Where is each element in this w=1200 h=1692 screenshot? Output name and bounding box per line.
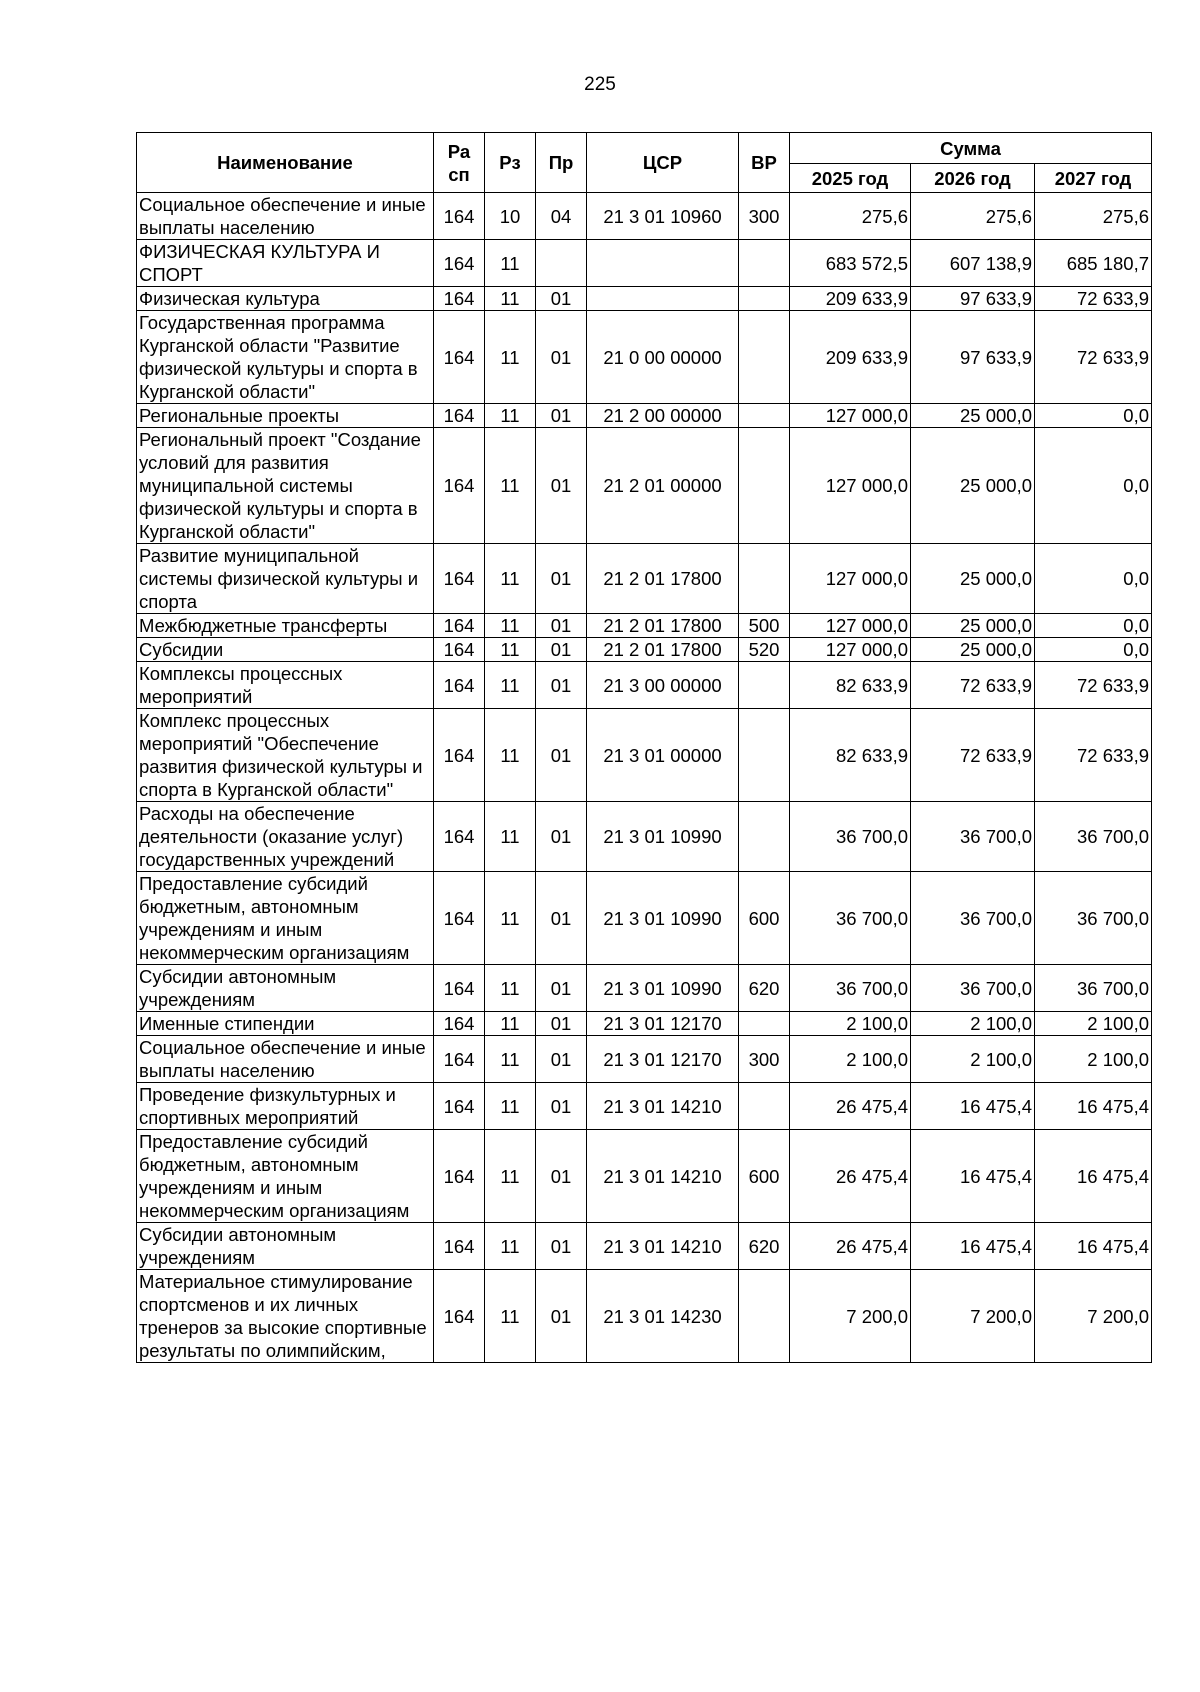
cell-2025: 36 700,0: [790, 965, 911, 1012]
table-body: [137, 193, 1152, 1363]
cell-2026: 72 633,9: [911, 662, 1035, 709]
cell-vr: 300: [739, 193, 790, 240]
table-row: [137, 709, 1152, 802]
cell-2025: 275,6: [790, 193, 911, 240]
header-year-2027: 2027 год: [1035, 164, 1152, 193]
cell-csr: 21 3 01 12170: [587, 1036, 739, 1083]
cell-name: Предоставление субсидий бюджетным, автономным учреждениям и иным некоммерческим организациям: [137, 872, 434, 965]
header-csr: ЦСР: [587, 133, 739, 193]
cell-name: Межбюджетные трансферты: [137, 614, 434, 638]
cell-rz: 11: [485, 614, 536, 638]
cell-pr: 01: [536, 1036, 587, 1083]
cell-vr: [739, 802, 790, 872]
cell-pr: 01: [536, 1083, 587, 1130]
cell-2027: 2 100,0: [1035, 1012, 1152, 1036]
cell-rasp: 164: [434, 1012, 485, 1036]
cell-2027: 2 100,0: [1035, 1036, 1152, 1083]
cell-csr: 21 2 01 17800: [587, 544, 739, 614]
cell-pr: 01: [536, 428, 587, 544]
cell-vr: 520: [739, 638, 790, 662]
cell-pr: 01: [536, 709, 587, 802]
cell-2027: 72 633,9: [1035, 287, 1152, 311]
cell-rz: 11: [485, 1012, 536, 1036]
cell-2026: 36 700,0: [911, 802, 1035, 872]
cell-csr: 21 3 01 14210: [587, 1223, 739, 1270]
cell-2025: 127 000,0: [790, 428, 911, 544]
cell-2025: 82 633,9: [790, 662, 911, 709]
cell-2026: 25 000,0: [911, 614, 1035, 638]
cell-name: Расходы на обеспечение деятельности (оказание услуг) государственных учреждений: [137, 802, 434, 872]
cell-vr: 300: [739, 1036, 790, 1083]
cell-pr: 01: [536, 965, 587, 1012]
header-year-2026: 2026 год: [911, 164, 1035, 193]
cell-name: Региональный проект "Создание условий для развития муниципальной системы физической культуры и спорта в Курганской области": [137, 428, 434, 544]
cell-name: Субсидии: [137, 638, 434, 662]
cell-2026: 7 200,0: [911, 1270, 1035, 1363]
cell-rz: 11: [485, 404, 536, 428]
cell-pr: 01: [536, 404, 587, 428]
cell-csr: 21 2 01 17800: [587, 638, 739, 662]
cell-2026: 2 100,0: [911, 1036, 1035, 1083]
cell-csr: 21 3 00 00000: [587, 662, 739, 709]
cell-2026: 25 000,0: [911, 428, 1035, 544]
cell-rz: 11: [485, 1083, 536, 1130]
cell-name: Государственная программа Курганской области "Развитие физической культуры и спорта в Курганской области": [137, 311, 434, 404]
cell-name: Физическая культура: [137, 287, 434, 311]
cell-csr: 21 3 01 10990: [587, 965, 739, 1012]
cell-2025: 127 000,0: [790, 544, 911, 614]
cell-rz: 11: [485, 544, 536, 614]
cell-csr: 21 3 01 10990: [587, 802, 739, 872]
cell-rasp: 164: [434, 1083, 485, 1130]
cell-pr: 01: [536, 662, 587, 709]
cell-vr: 600: [739, 872, 790, 965]
table-row: [137, 872, 1152, 965]
cell-vr: 500: [739, 614, 790, 638]
cell-2025: 209 633,9: [790, 311, 911, 404]
cell-rz: 11: [485, 428, 536, 544]
cell-2027: 16 475,4: [1035, 1130, 1152, 1223]
table-row: [137, 240, 1152, 287]
cell-pr: 04: [536, 193, 587, 240]
cell-rasp: 164: [434, 193, 485, 240]
cell-rz: 11: [485, 872, 536, 965]
cell-vr: [739, 709, 790, 802]
cell-rasp: 164: [434, 1036, 485, 1083]
cell-rasp: 164: [434, 802, 485, 872]
cell-2026: 25 000,0: [911, 404, 1035, 428]
header-pr: Пр: [536, 133, 587, 193]
table-row: [137, 311, 1152, 404]
cell-2025: 26 475,4: [790, 1083, 911, 1130]
cell-2026: 16 475,4: [911, 1223, 1035, 1270]
cell-2026: 607 138,9: [911, 240, 1035, 287]
cell-pr: 01: [536, 614, 587, 638]
cell-rasp: 164: [434, 1270, 485, 1363]
cell-rasp: 164: [434, 638, 485, 662]
cell-name: Предоставление субсидий бюджетным, автономным учреждениям и иным некоммерческим организациям: [137, 1130, 434, 1223]
cell-csr: 21 2 01 00000: [587, 428, 739, 544]
cell-2027: 0,0: [1035, 544, 1152, 614]
header-vr: ВР: [739, 133, 790, 193]
cell-pr: 01: [536, 802, 587, 872]
cell-csr: 21 3 01 14230: [587, 1270, 739, 1363]
table-row: [137, 1130, 1152, 1223]
cell-pr: 01: [536, 1223, 587, 1270]
cell-vr: 620: [739, 965, 790, 1012]
cell-vr: [739, 544, 790, 614]
cell-2025: 209 633,9: [790, 287, 911, 311]
cell-2027: 7 200,0: [1035, 1270, 1152, 1363]
cell-rz: 11: [485, 240, 536, 287]
cell-vr: [739, 1083, 790, 1130]
cell-rasp: 164: [434, 614, 485, 638]
cell-name: Комплексы процессных мероприятий: [137, 662, 434, 709]
cell-rasp: 164: [434, 404, 485, 428]
table-row: [137, 965, 1152, 1012]
cell-vr: [739, 311, 790, 404]
cell-csr: 21 3 01 00000: [587, 709, 739, 802]
header-name: Наименование: [137, 133, 434, 193]
cell-rz: 11: [485, 638, 536, 662]
cell-vr: [739, 404, 790, 428]
cell-2027: 72 633,9: [1035, 662, 1152, 709]
cell-rz: 11: [485, 709, 536, 802]
cell-vr: 620: [739, 1223, 790, 1270]
cell-rasp: 164: [434, 311, 485, 404]
table-row: [137, 614, 1152, 638]
cell-2027: 36 700,0: [1035, 802, 1152, 872]
cell-rz: 10: [485, 193, 536, 240]
cell-rz: 11: [485, 1130, 536, 1223]
cell-pr: 01: [536, 544, 587, 614]
cell-pr: [536, 240, 587, 287]
cell-2025: 7 200,0: [790, 1270, 911, 1363]
table-row: [137, 287, 1152, 311]
header-sum: Сумма: [790, 133, 1152, 164]
cell-2027: 72 633,9: [1035, 709, 1152, 802]
table-row: [137, 1083, 1152, 1130]
cell-name: Проведение физкультурных и спортивных мероприятий: [137, 1083, 434, 1130]
cell-2025: 2 100,0: [790, 1012, 911, 1036]
cell-2026: 72 633,9: [911, 709, 1035, 802]
cell-2027: 0,0: [1035, 428, 1152, 544]
cell-rz: 11: [485, 1223, 536, 1270]
cell-2026: 36 700,0: [911, 965, 1035, 1012]
cell-2027: 16 475,4: [1035, 1083, 1152, 1130]
cell-2025: 82 633,9: [790, 709, 911, 802]
cell-csr: 21 3 01 14210: [587, 1130, 739, 1223]
cell-csr: 21 2 00 00000: [587, 404, 739, 428]
cell-name: Социальное обеспечение и иные выплаты населению: [137, 1036, 434, 1083]
cell-2026: 25 000,0: [911, 638, 1035, 662]
cell-2026: 2 100,0: [911, 1012, 1035, 1036]
cell-rasp: 164: [434, 1223, 485, 1270]
cell-2027: 16 475,4: [1035, 1223, 1152, 1270]
cell-rz: 11: [485, 1036, 536, 1083]
cell-csr: [587, 287, 739, 311]
cell-rz: 11: [485, 1270, 536, 1363]
cell-csr: 21 2 01 17800: [587, 614, 739, 638]
cell-pr: 01: [536, 872, 587, 965]
cell-pr: 01: [536, 1270, 587, 1363]
cell-rasp: 164: [434, 1130, 485, 1223]
cell-csr: 21 3 01 10990: [587, 872, 739, 965]
cell-2026: 25 000,0: [911, 544, 1035, 614]
table-row: [137, 1223, 1152, 1270]
header-rz: Рз: [485, 133, 536, 193]
table-header: [137, 133, 1152, 193]
cell-2025: 26 475,4: [790, 1223, 911, 1270]
cell-vr: [739, 287, 790, 311]
cell-name: Материальное стимулирование спортсменов и их личных тренеров за высокие спортивные результаты по олимпийским,: [137, 1270, 434, 1363]
cell-csr: 21 0 00 00000: [587, 311, 739, 404]
cell-name: Комплекс процессных мероприятий "Обеспечение развития физической культуры и спорта в Курганской области": [137, 709, 434, 802]
cell-rz: 11: [485, 965, 536, 1012]
table-row: [137, 662, 1152, 709]
cell-2026: 275,6: [911, 193, 1035, 240]
cell-pr: 01: [536, 287, 587, 311]
cell-csr: 21 3 01 10960: [587, 193, 739, 240]
table-row: [137, 802, 1152, 872]
cell-pr: 01: [536, 1130, 587, 1223]
table-row: [137, 428, 1152, 544]
cell-vr: [739, 1012, 790, 1036]
table-row: [137, 1036, 1152, 1083]
cell-rasp: 164: [434, 709, 485, 802]
cell-name: Именные стипендии: [137, 1012, 434, 1036]
table-row: [137, 1012, 1152, 1036]
cell-2026: 97 633,9: [911, 311, 1035, 404]
table-row: [137, 638, 1152, 662]
cell-rz: 11: [485, 662, 536, 709]
cell-csr: 21 3 01 12170: [587, 1012, 739, 1036]
cell-2025: 26 475,4: [790, 1130, 911, 1223]
cell-2025: 2 100,0: [790, 1036, 911, 1083]
cell-rasp: 164: [434, 872, 485, 965]
cell-pr: 01: [536, 1012, 587, 1036]
cell-rz: 11: [485, 311, 536, 404]
cell-name: Региональные проекты: [137, 404, 434, 428]
cell-pr: 01: [536, 638, 587, 662]
cell-2027: 685 180,7: [1035, 240, 1152, 287]
cell-2026: 16 475,4: [911, 1130, 1035, 1223]
cell-name: Субсидии автономным учреждениям: [137, 1223, 434, 1270]
cell-rz: 11: [485, 287, 536, 311]
cell-vr: [739, 662, 790, 709]
cell-csr: 21 3 01 14210: [587, 1083, 739, 1130]
cell-2025: 36 700,0: [790, 872, 911, 965]
cell-2027: 0,0: [1035, 638, 1152, 662]
cell-2025: 127 000,0: [790, 638, 911, 662]
cell-rasp: 164: [434, 240, 485, 287]
cell-rasp: 164: [434, 965, 485, 1012]
cell-vr: 600: [739, 1130, 790, 1223]
cell-2027: 36 700,0: [1035, 872, 1152, 965]
header-rasp: Ра сп: [434, 133, 485, 193]
table-row: [137, 1270, 1152, 1363]
cell-vr: [739, 1270, 790, 1363]
cell-vr: [739, 240, 790, 287]
cell-rz: 11: [485, 802, 536, 872]
cell-2025: 127 000,0: [790, 404, 911, 428]
cell-vr: [739, 428, 790, 544]
cell-csr: [587, 240, 739, 287]
table-row: [137, 193, 1152, 240]
cell-2026: 97 633,9: [911, 287, 1035, 311]
table-row: [137, 404, 1152, 428]
cell-pr: 01: [536, 311, 587, 404]
cell-rasp: 164: [434, 428, 485, 544]
cell-2027: 275,6: [1035, 193, 1152, 240]
cell-2025: 127 000,0: [790, 614, 911, 638]
cell-2027: 0,0: [1035, 404, 1152, 428]
cell-2026: 36 700,0: [911, 872, 1035, 965]
cell-2025: 683 572,5: [790, 240, 911, 287]
budget-table: [136, 132, 1152, 1363]
table-row: [137, 544, 1152, 614]
cell-2026: 16 475,4: [911, 1083, 1035, 1130]
cell-rasp: 164: [434, 662, 485, 709]
cell-2027: 36 700,0: [1035, 965, 1152, 1012]
cell-2027: 72 633,9: [1035, 311, 1152, 404]
cell-name: ФИЗИЧЕСКАЯ КУЛЬТУРА И СПОРТ: [137, 240, 434, 287]
page-number: 225: [584, 74, 616, 95]
header-year-2025: 2025 год: [790, 164, 911, 193]
cell-name: Социальное обеспечение и иные выплаты населению: [137, 193, 434, 240]
cell-rasp: 164: [434, 287, 485, 311]
cell-2027: 0,0: [1035, 614, 1152, 638]
cell-name: Субсидии автономным учреждениям: [137, 965, 434, 1012]
cell-rasp: 164: [434, 544, 485, 614]
cell-name: Развитие муниципальной системы физической культуры и спорта: [137, 544, 434, 614]
cell-2025: 36 700,0: [790, 802, 911, 872]
